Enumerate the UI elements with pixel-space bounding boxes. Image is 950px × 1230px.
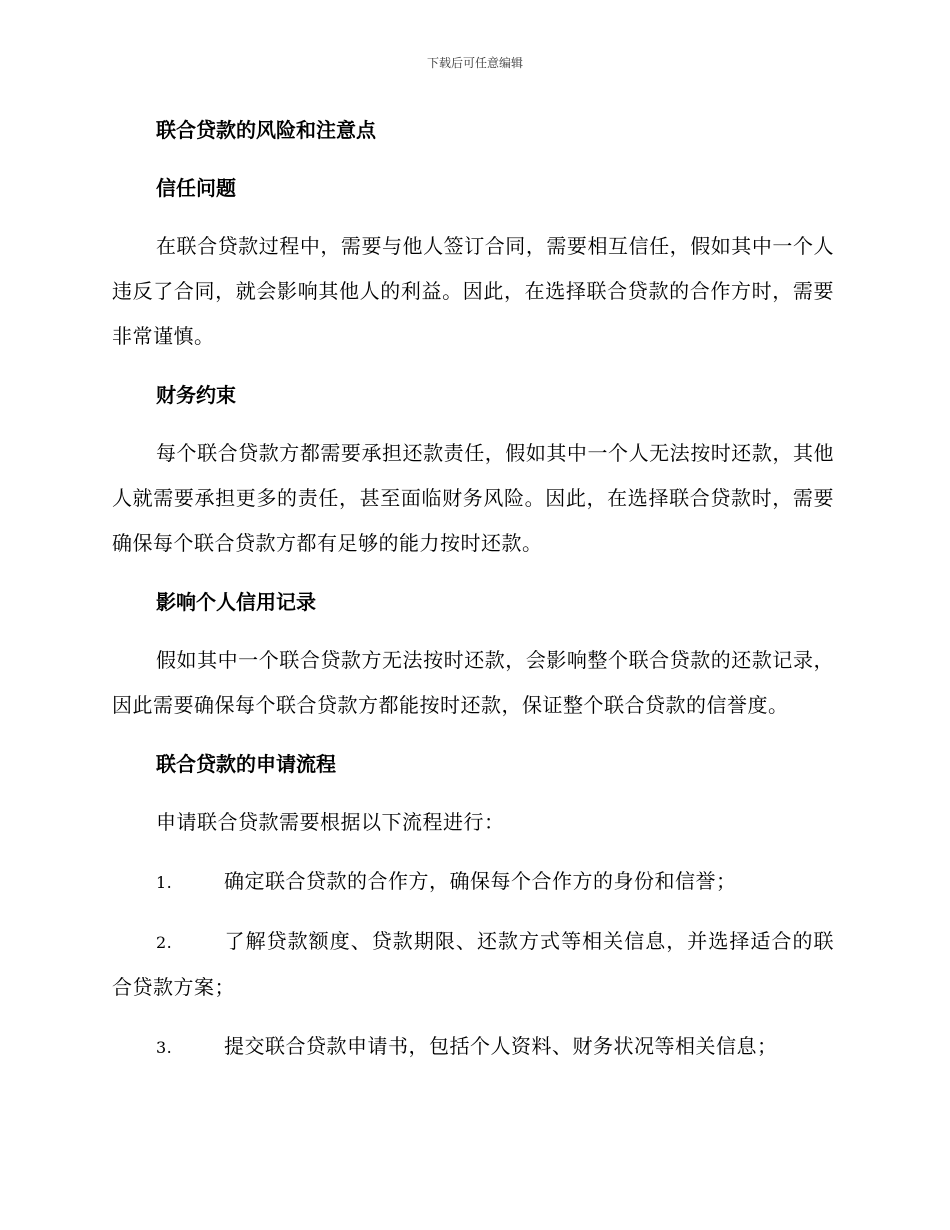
section-heading-risks: 联合贷款的风险和注意点 bbox=[156, 118, 376, 142]
list-item-text: 了解贷款额度、贷款期限、还款方式等相关信息，并选择适合的联合贷款方案； bbox=[112, 929, 834, 999]
page-header: 下载后可任意编辑 bbox=[426, 56, 523, 70]
paragraph-process-intro: 申请联合贷款需要根据以下流程进行： bbox=[156, 810, 505, 834]
list-item bbox=[112, 859, 834, 905]
section-heading-process: 联合贷款的申请流程 bbox=[156, 752, 336, 776]
paragraph-finance: 每个联合贷款方都需要承担还款责任，假如其中一个人无法按时还款，其他人就需要承担更多的责任，甚至面临财务风险。因此，在选择联合贷款时，需要确保每个联合贷款方都有足够的能力按时还款。 bbox=[112, 441, 834, 555]
paragraph-credit: 假如其中一个联合贷款方无法按时还款，会影响整个联合贷款的还款记录，因此需要确保每个联合贷款方都能按时还款，保证整个联合贷款的信誉度。 bbox=[112, 648, 834, 717]
paragraph-trust: 在联合贷款过程中，需要与他人签订合同，需要相互信任，假如其中一个人违反了合同，就会影响其他人的利益。因此，在选择联合贷款的合作方时，需要非常谨慎。 bbox=[112, 234, 834, 348]
list-item-text: 确定联合贷款的合作方，确保每个合作方的身份和信誉； bbox=[224, 869, 737, 893]
list-number: 2. bbox=[156, 933, 173, 952]
list-item-text: 提交联合贷款申请书，包括个人资料、财务状况等相关信息； bbox=[224, 1034, 778, 1058]
subheading-credit: 影响个人信用记录 bbox=[156, 590, 316, 614]
document-body bbox=[112, 108, 834, 1084]
list-item bbox=[112, 1024, 834, 1070]
subheading-trust: 信任问题 bbox=[156, 176, 236, 200]
subheading-finance: 财务约束 bbox=[156, 383, 236, 407]
list-item bbox=[112, 919, 834, 1010]
list-number: 3. bbox=[156, 1038, 173, 1057]
list-number: 1. bbox=[156, 873, 173, 892]
